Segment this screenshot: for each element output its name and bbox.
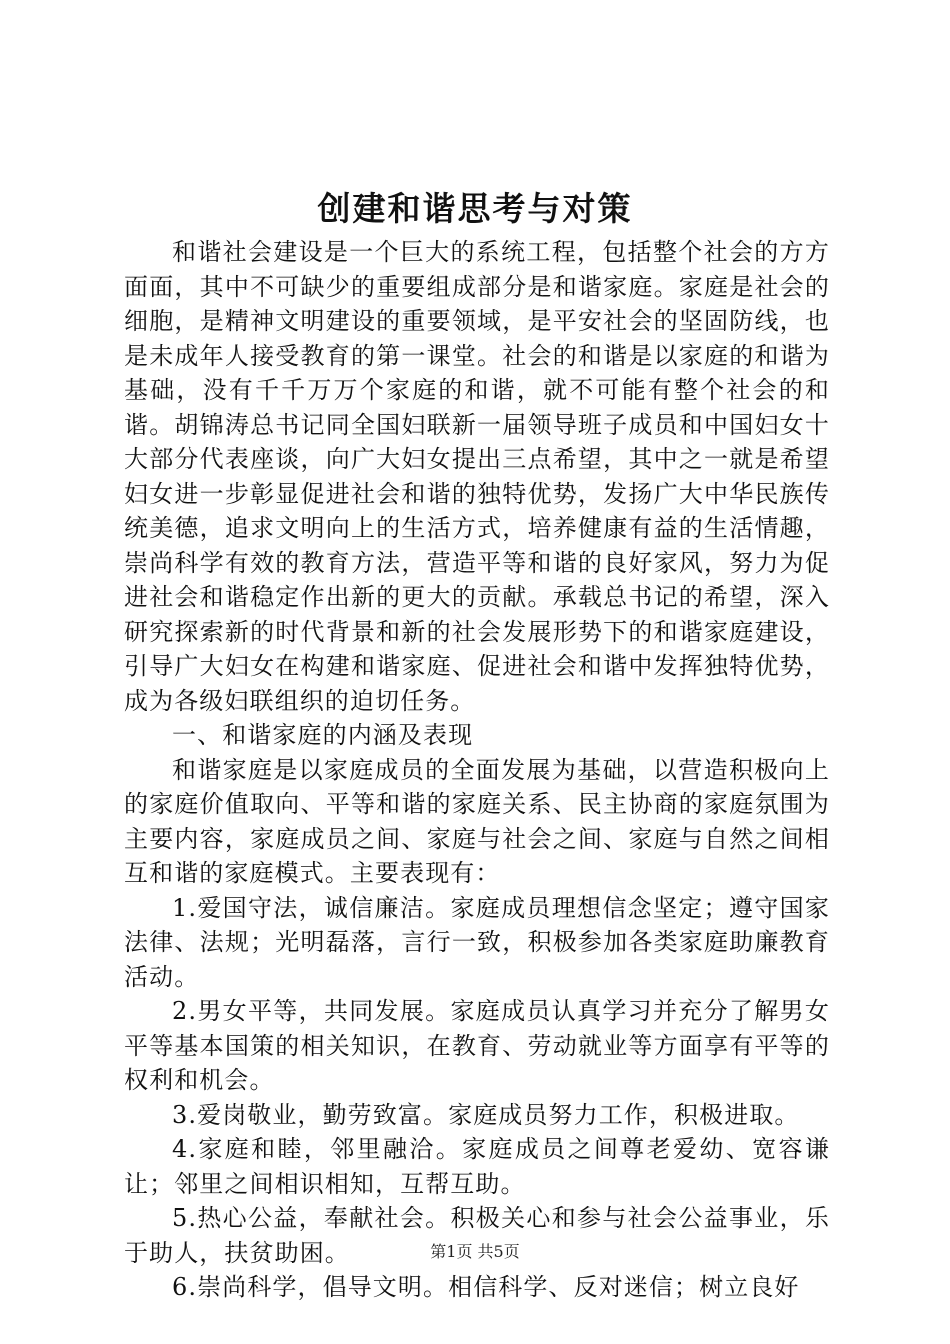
list-item-4: 4.家庭和睦，邻里融洽。家庭成员之间尊老爱幼、宽容谦让；邻里之间相识相知，互帮互助。 <box>124 1135 830 1198</box>
paragraph-definition: 和谐家庭是以家庭成员的全面发展为基础，以营造积极向上的家庭价值取向、平等和谐的家庭关系、民主协商的家庭氛围为主要内容，家庭成员之间、家庭与社会之间、家庭与自然之间相互和谐的家庭模式。主要表现有： <box>124 755 830 887</box>
page-footer: 第1页 共5页 <box>430 1242 520 1261</box>
document-title: 创建和谐思考与对策 <box>317 189 633 228</box>
list-item-3: 3.爱岗敬业，勤劳致富。家庭成员努力工作，积极进取。 <box>172 1100 800 1129</box>
list-item-5: 5.热心公益，奉献社会。积极关心和参与社会公益事业，乐于助人，扶贫助困。 <box>124 1204 830 1267</box>
list-item-6: 6.崇尚科学，倡导文明。相信科学、反对迷信；树立良好 <box>172 1273 800 1301</box>
section-heading: 一、和谐家庭的内涵及表现 <box>172 721 474 749</box>
paragraph-intro: 和谐社会建设是一个巨大的系统工程，包括整个社会的方方面面，其中不可缺少的重要组成部分是和谐家庭。家庭是社会的细胞，是精神文明建设的重要领域，是平安社会的坚固防线，也是未成年人接受教育的第一课堂。社会的和谐是以家庭的和谐为基础，没有千千万万个家庭的和谐，就不可能有整个社会的和谐。胡锦涛总书记同全国妇联新一届领导班子成员和中国妇女十大部分代表座谈，向广大妇女提出三点希望，其中之一就是希望妇女进一步彰显促进社会和谐的独特优势，发扬广大中华民族传统美德，追求文明向上的生活方式，培养健康有益的生活情趣，崇尚科学有效的教育方法，营造平等和谐的良好家风，努力为促进社会和谐稳定作出新的更大的贡献。承载总书记的希望，深入研究探索新的时代背景和新的社会发展形势下的和谐家庭建设，引导广大妇女在构建和谐家庭、促进社会和谐中发挥独特优势，成为各级妇联组织的迫切任务。 <box>124 238 830 715</box>
list-item-2: 2.男女平等，共同发展。家庭成员认真学习并充分了解男女平等基本国策的相关知识，在教育、劳动就业等方面享有平等的权利和机会。 <box>124 997 830 1094</box>
document-body <box>124 235 830 1305</box>
list-item-1: 1.爱国守法，诚信廉洁。家庭成员理想信念坚定；遵守国家法律、法规；光明磊落，言行一致，积极参加各类家庭助廉教育活动。 <box>124 893 830 991</box>
